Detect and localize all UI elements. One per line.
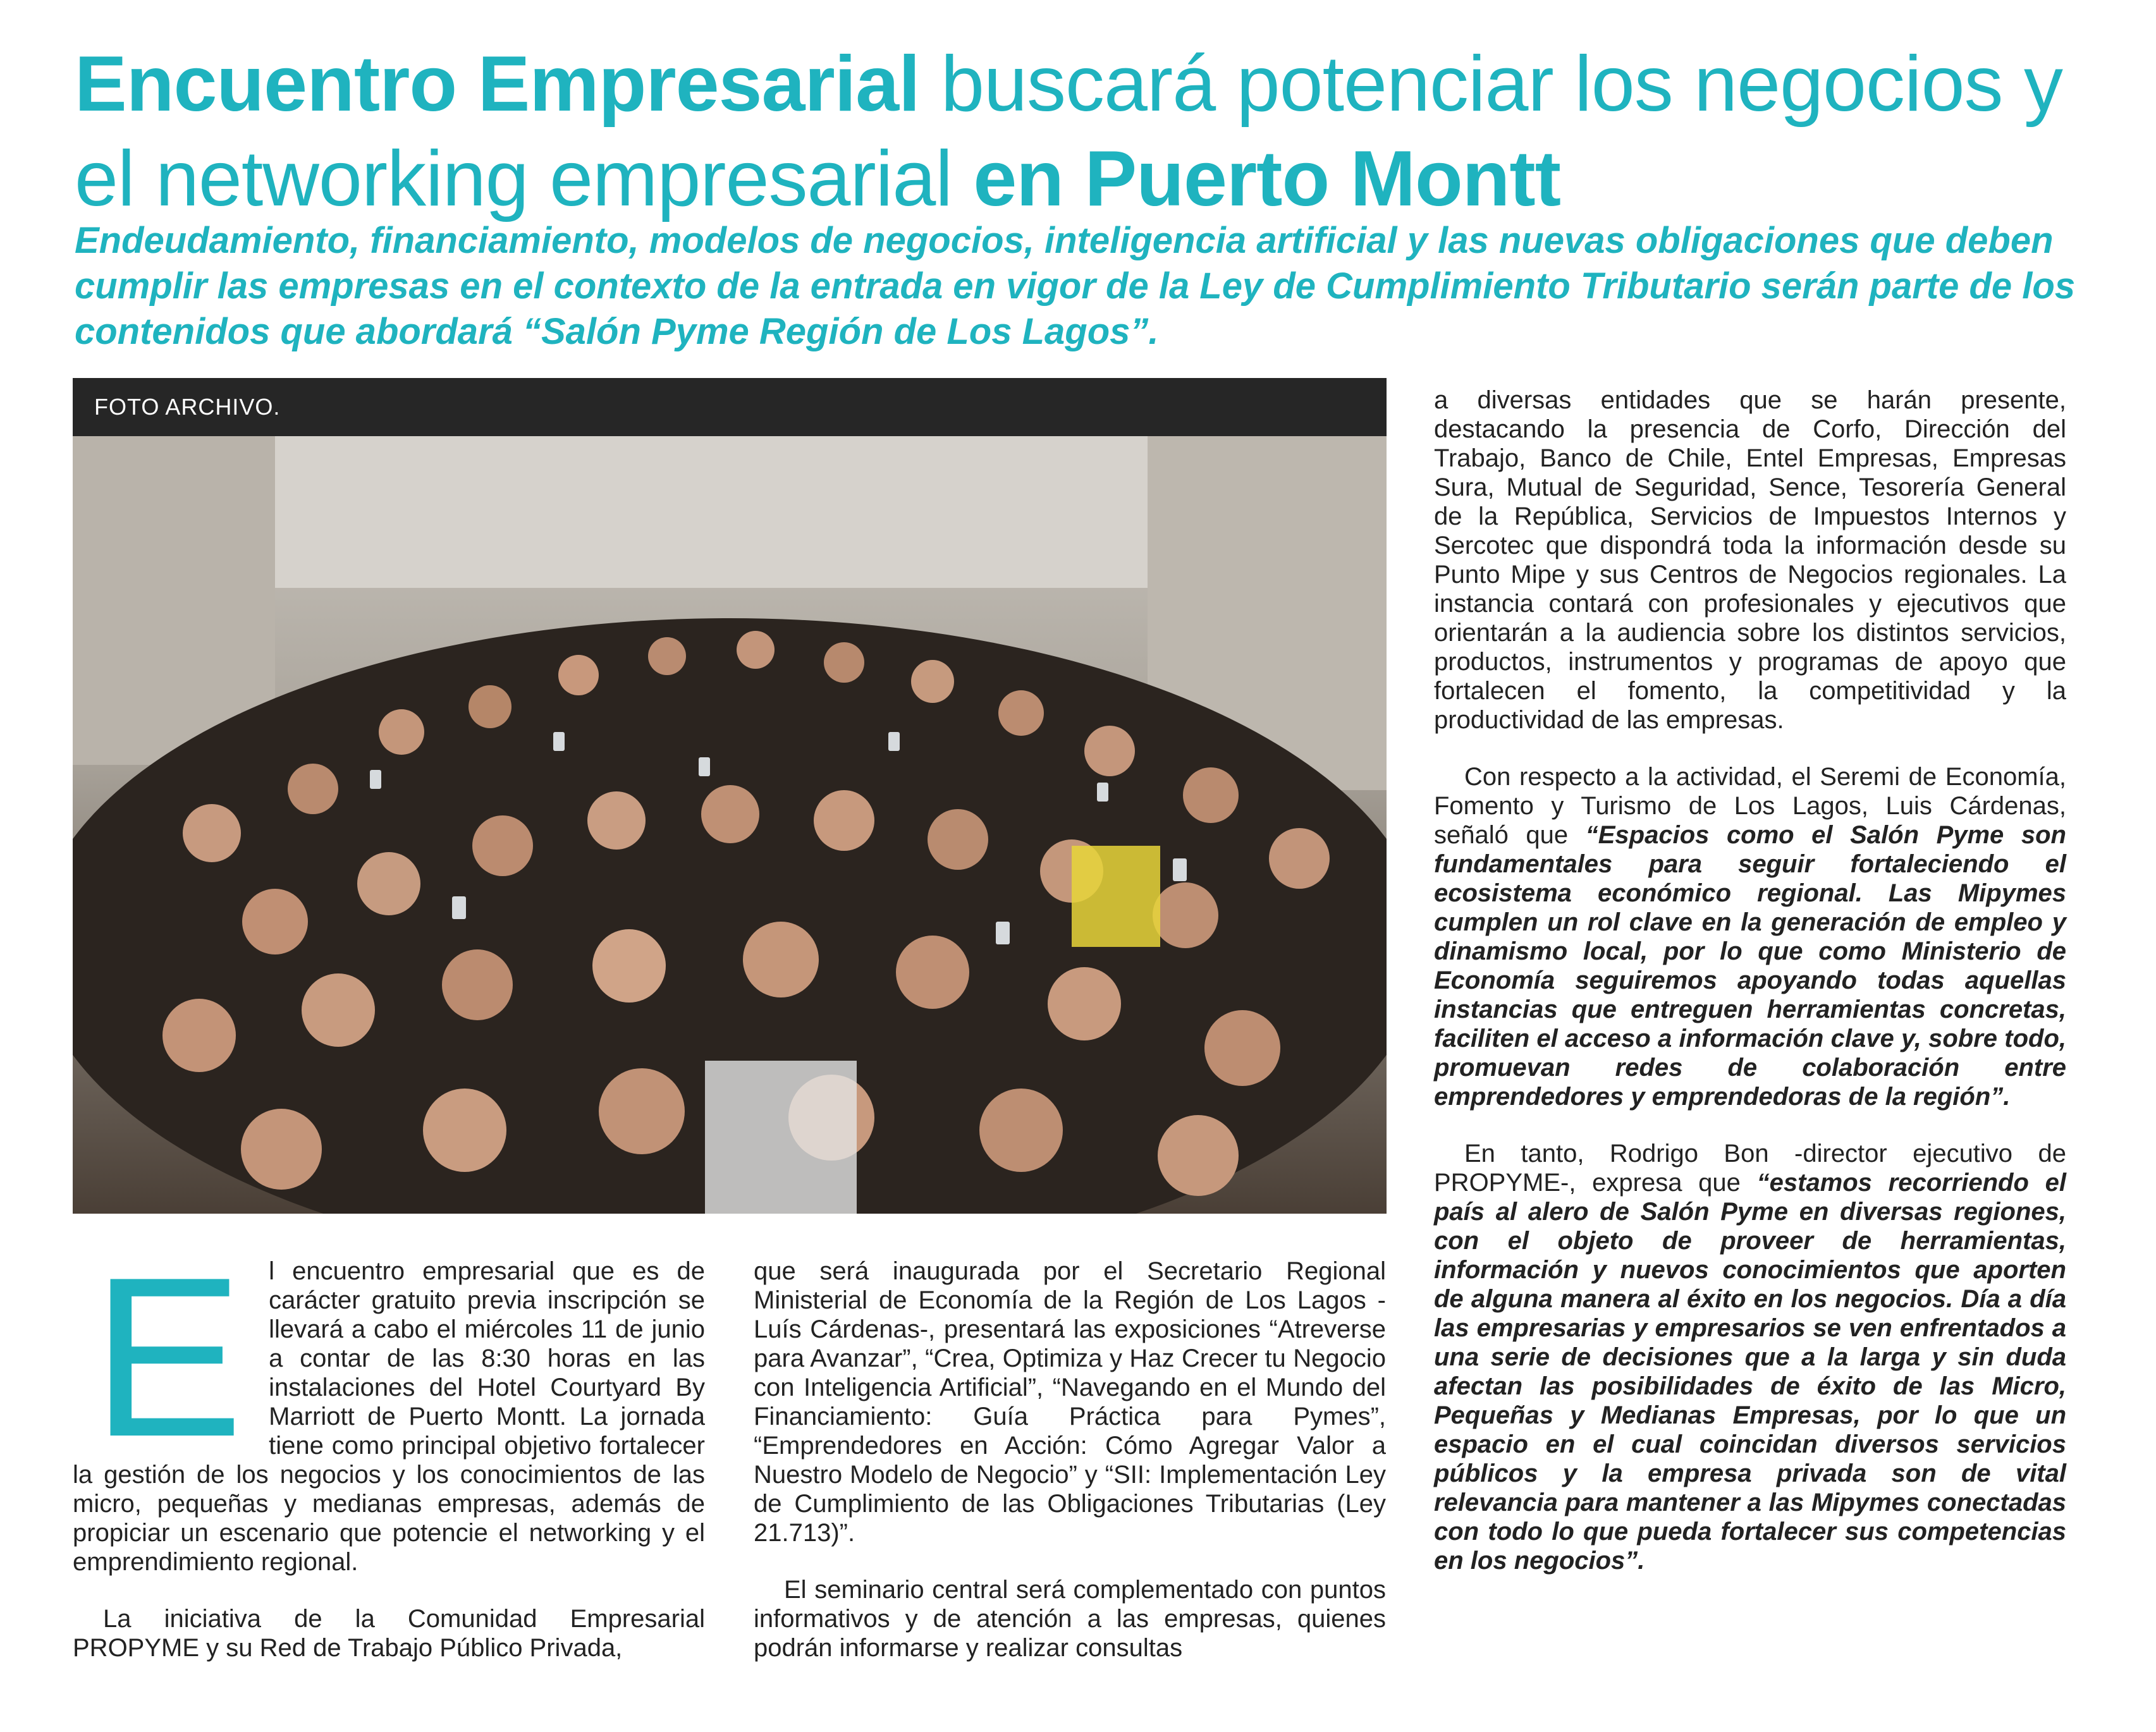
headline xyxy=(75,37,2098,226)
paragraph: l encuentro empresarial que es de carácter gratuito previa inscripción se llevará a cabo el miércoles 11 de junio a contar de las 8:30 horas en las instalaciones del Hotel Courtyard By Marriott de Puerto Montt. La jornada tiene como principal objetivo fortalecer la gestión de los negocios y los conocimientos de las micro, pequeñas y medianas empresas, además de propiciar un escenario que potencie el networking y el emprendimiento regional. xyxy=(73,1257,705,1576)
headline-bold-2: en Puerto Montt xyxy=(973,135,1561,223)
quote-director: “estamos recorriendo el país al alero de Salón Pyme en diversas regiones, con el objeto de proveer de herramientas, información y nuevos conocimientos que aporten de alguna manera al éxito en los negocios. Día a día las empresarias y empresarios se ven enfrentados a una serie de decisiones que a la larga y sin duda afectan las posibilidades de éxito de las Micro, Pequeñas y Medianas Empresas, por lo que un espacio en el cual coincidan diversos servicios públicos y la empresa privada son de vital relevancia para mantener a las Mipymes conectadas con todo lo que pueda fortalecer sus competencias en los negocios”. xyxy=(1434,1169,2066,1575)
paragraph-quote-director xyxy=(1434,1139,2066,1575)
headline-regular: buscará potenciar los negocios y el networking empresarial xyxy=(75,40,2062,223)
quote-intro: En tanto, Rodrigo Bon -director ejecutivo de PROPYME-, expresa que xyxy=(1434,1140,2066,1197)
crowd-illustration xyxy=(73,378,1387,1214)
column-1 xyxy=(73,1230,705,1690)
quote-seremi: “Espacios como el Salón Pyme son fundamentales para seguir fortaleciendo el ecosistema económico regional. Las Mipymes cumplen un rol clave en la generación de empleo y dinamismo local, por lo que como Ministerio de Economía seguiremos apoyando todas aquellas instancias que entreguen herramientas concretas, faciliten el acceso a información clave y, sobre todo, promuevan redes de colaboración entre emprendedores y emprendedoras de la región”. xyxy=(1434,821,2066,1111)
column-3 xyxy=(1434,386,2066,1603)
headline-bold-1: Encuentro Empresarial xyxy=(75,40,920,128)
event-photo xyxy=(73,378,1387,1214)
paragraph: a diversas entidades que se harán presente, destacando la presencia de Corfo, Dirección del Trabajo, Banco de Chile, Entel Empresas, Empresas Sura, Mutual de Seguridad, Sence, Tesorería General de la República, Servicios de Impuestos Internos y Sercotec que dispondrá toda la información desde su Punto Mipe y sus Centros de Negocios regionales. La instancia contará con profesionales y ejecutivos que orientarán a la audiencia sobre los distintos servicios, productos, instrumentos y programas de apoyo que fortalecen el fomento, la competitividad y la productividad de las empresas. xyxy=(1434,386,2066,734)
paragraph: El seminario central será complementado con puntos informativos y de atención a las empresas, quienes podrán informarse y realizar consultas xyxy=(754,1576,1386,1662)
paragraph-quote-seremi xyxy=(1434,762,2066,1111)
paragraph: que será inaugurada por el Secretario Regional Ministerial de Economía de la Región de Los Lagos -Luís Cárdenas-, presentará las exposiciones “Atreverse para Avanzar”, “Crea, Optimiza y Haz Crecer tu Negocio con Inteligencia Artificial”, “Navegando en el Mundo del Financiamiento: Guía Práctica para Pymes”, “Emprendedores en Acción: Cómo Agregar Valor a Nuestro Modelo de Negocio” y “SII: Implementación Ley de Cumplimiento de las Obligaciones Tributarias (Ley 21.713)”. xyxy=(754,1257,1386,1547)
drop-cap: E xyxy=(92,1230,244,1484)
subheadline: Endeudamiento, financiamiento, modelos de negocios, inteligencia artificial y las nuevas obligaciones que deben cumplir las empresas en el contexto de la entrada en vigor de la Ley de Cumplimiento Tributario serán parte de los contenidos que abordará “Salón Pyme Región de Los Lagos”. xyxy=(75,220,2076,352)
paragraph: La iniciativa de la Comunidad Empresarial PROPYME y su Red de Trabajo Público Privada, xyxy=(73,1605,705,1662)
column-2 xyxy=(754,1257,1386,1690)
quote-intro: Con respecto a la actividad, el Seremi de Economía, Fomento y Turismo de Los Lagos, Luis Cárdenas, señaló que xyxy=(1434,763,2066,849)
photo-caption: FOTO ARCHIVO. xyxy=(73,378,1387,436)
